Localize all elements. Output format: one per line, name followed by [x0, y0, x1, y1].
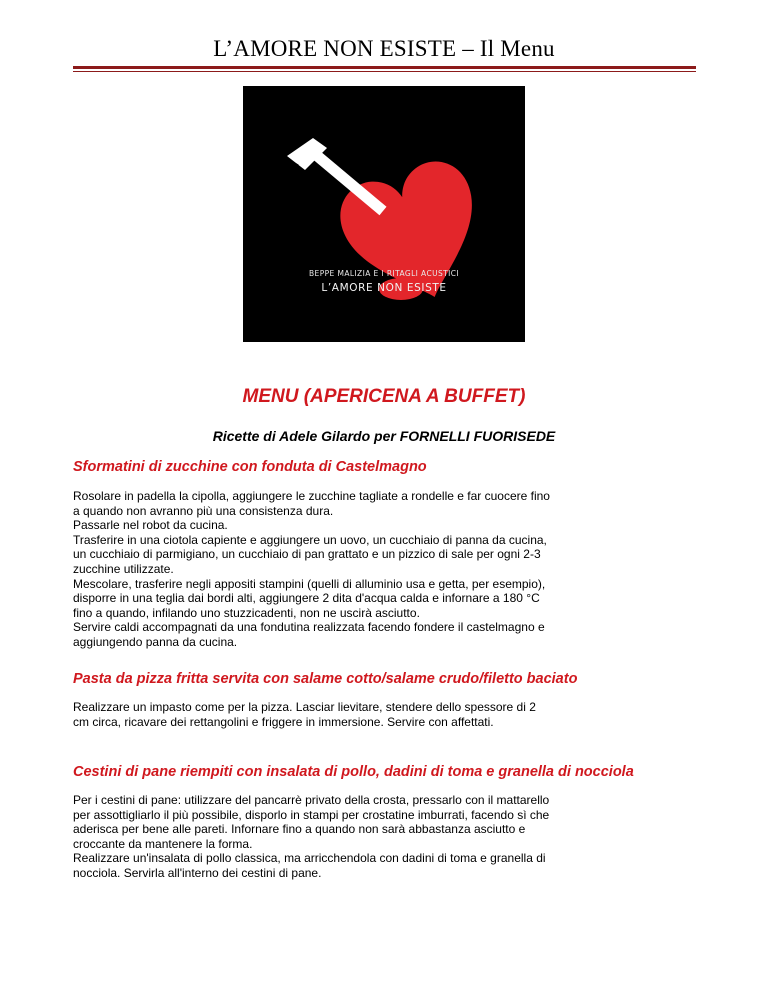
recipe-line: croccante da mantenere la forma.: [73, 836, 253, 851]
heart-arrow-artwork: [243, 86, 525, 342]
recipe-title: Cestini di pane riempiti con insalata di pollo, dadini di toma e granella di nocciola: [73, 764, 634, 780]
menu-subtitle: Ricette di Adele Gilardo per FORNELLI FUORISEDE: [212, 428, 556, 444]
recipe-line: Servire caldi accompagnati da una fondutina realizzata facendo fondere il castelmagno e: [73, 620, 545, 635]
album-cover: [243, 86, 525, 342]
header-rule-thin: [73, 71, 696, 72]
cover-album-text: L’AMORE NON ESISTE: [321, 282, 447, 294]
recipe-line: Trasferire in una ciotola capiente e aggiungere un uovo, un cucchiaio di panna da cucina,: [73, 532, 547, 547]
recipe-line: Passarle nel robot da cucina.: [73, 518, 228, 533]
recipe-line: zucchine utilizzate.: [73, 561, 174, 576]
menu-title: MENU (APERICENA A BUFFET): [242, 386, 526, 407]
recipe-body: [73, 489, 593, 650]
recipe-line: disporre in una teglia dai bordi alti, aggiungere 2 dita d'acqua calda e infornare a 180 °C: [73, 591, 540, 606]
recipe-body: [73, 793, 593, 881]
recipe-line: un cucchiaio di parmigiano, un cucchiaio di pan grattato e un pizzico di sale per ogni 2-3: [73, 547, 541, 562]
recipe-line: Realizzare un impasto come per la pizza. Lasciar lievitare, stendere dello spessore di 2: [73, 700, 536, 714]
recipe-line: per assottigliarlo il più possibile, disporlo in stampi per crostatine imburrati, facendo sì che: [73, 807, 550, 822]
cover-artist-text: BEPPE MALIZIA E I RITAGLI ACUSTICI: [309, 269, 459, 278]
recipe-line: a quando non avranno più una consistenza dura.: [73, 503, 334, 518]
header-rule-thick: [73, 66, 696, 69]
recipe-line: Rosolare in padella la cipolla, aggiungere le zucchine tagliate a rondelle e far cuocere fino: [73, 489, 550, 503]
recipe-title: Pasta da pizza fritta servita con salame cotto/salame crudo/filetto baciato: [73, 671, 578, 687]
recipe-title: Sformatini di zucchine con fonduta di Castelmagno: [73, 459, 427, 475]
recipe-line: nocciola. Servirla all'interno dei cestini di pane.: [73, 865, 322, 880]
recipe-line: cm circa, ricavare dei rettangolini e friggere in immersione. Servire con affettati.: [73, 714, 494, 729]
page-header-title: L’AMORE NON ESISTE – Il Menu: [213, 36, 555, 61]
recipe-line: Per i cestini di pane: utilizzare del pancarrè privato della crosta, pressarlo con il mattarello: [73, 793, 550, 807]
recipe-line: fino a quando, infilando uno stuzzicadenti, non ne uscirà asciutto.: [73, 605, 420, 620]
recipe-body: [73, 700, 593, 729]
recipe-line: aderisca per bene alle pareti. Infornare fino a quando non sarà abbastanza asciutto e: [73, 822, 526, 837]
arrow-icon: [287, 136, 383, 211]
recipe-line: aggiungendo panna da cucina.: [73, 634, 238, 649]
recipe-line: Realizzare un'insalata di pollo classica, ma arricchendola con dadini di toma e granella di: [73, 851, 546, 866]
recipe-line: Mescolare, trasferire negli appositi stampini (quelli di alluminio usa e getta, per esempio),: [73, 576, 546, 591]
